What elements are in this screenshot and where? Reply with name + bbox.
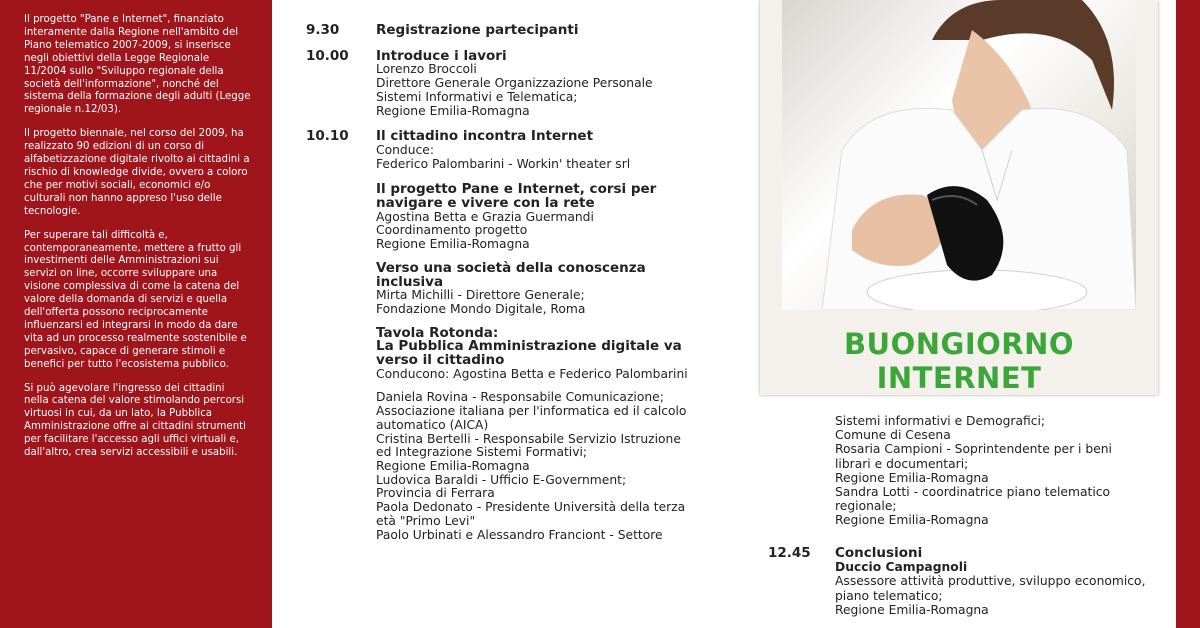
speaker-line: Provincia di Ferrara — [376, 486, 495, 501]
intro-paragraph: Si può agevolare l'ingresso dei cittadini nella catena del valore stimolando percorsi virtuosi in cui, da un lato, la Pubblica Amministrazione offre ai cittadini strumenti per facilitare l'accesso agli uffici virtuali e, dall'altro, crea servizi accessibili e usabili. — [24, 382, 246, 459]
slot-title: Introduce i lavori — [376, 47, 507, 64]
agenda — [298, 24, 698, 564]
slot-title: Registrazione partecipanti — [376, 22, 579, 38]
speaker-line: Regione Emilia-Romagna — [835, 470, 989, 485]
speaker-line: Sistemi informativi e Demografici; — [835, 414, 1046, 428]
speaker-line: Paola Dedonato - Presidente Università della terza — [376, 500, 686, 515]
slot-time: 10.00 — [306, 47, 349, 64]
speaker-line: Coordinamento progetto — [376, 223, 528, 238]
agenda-slot — [298, 24, 698, 38]
speaker-line: librari e documentari; — [835, 456, 969, 471]
slot-time: 10.10 — [306, 128, 349, 145]
speaker-line: Ludovica Baraldi - Ufficio E-Government; — [376, 472, 627, 487]
intro-paragraph: Il progetto "Pane e Internet", finanziato interamente dalla Regione nell'ambito del Piano telematico 2007-2009, si inserisce negli obiettivi della Legge Regionale 11/2004 sullo "Sviluppo regionale della società dell'informazione", nonché del sistema della formazione degli adulti (Legge regionale n.12/03). — [24, 14, 251, 116]
speaker-line: Agostina Betta e Grazia Guermandi — [376, 209, 594, 224]
speaker-name: Duccio Campagnoli — [835, 560, 968, 575]
photo-card — [760, 0, 1158, 395]
agenda-slot — [298, 130, 698, 552]
speaker-line: Direttore Generale Organizzazione Personale — [376, 76, 653, 91]
speaker-line: Sandra Lotti - coordinatrice piano telematico — [835, 485, 1111, 500]
speaker-line: Conduce: — [376, 142, 434, 157]
speaker-line: Rosaria Campioni - Soprintendente per i beni — [835, 442, 1112, 457]
speaker-line: Regione Emilia-Romagna — [376, 103, 530, 118]
speaker-line: Fondazione Mondo Digitale, Roma — [376, 301, 586, 316]
speaker-line: Comune di Cesena — [835, 428, 951, 443]
photo-illustration — [782, 0, 1136, 310]
woman-with-mouse-photo — [782, 0, 1136, 310]
speaker-line: Assessore attività produttive, sviluppo economico, — [835, 574, 1146, 589]
slot-time: 12.45 — [768, 545, 811, 561]
speaker-line: Sistemi Informativi e Telematica; — [376, 89, 578, 104]
speaker-line: Conducono: Agostina Betta e Federico Palombarini — [376, 366, 688, 381]
speaker-line: Federico Palombarini - Workin' theater srl — [376, 156, 631, 171]
talk-block — [376, 259, 698, 317]
speaker-line: piano telematico; — [835, 588, 943, 603]
talk-title: inclusiva — [376, 273, 444, 290]
card-title: BUONGIORNO INTERNET — [843, 327, 1075, 395]
speaker-line: Regione Emilia-Romagna — [835, 602, 989, 617]
speaker-line: regionale; — [835, 499, 897, 514]
talk-title: Verso una società della conoscenza — [376, 259, 646, 276]
speaker-line: Regione Emilia-Romagna — [835, 513, 989, 528]
talk-title: Il progetto Pane e Internet, corsi per — [376, 181, 657, 198]
agenda-slot — [298, 47, 698, 119]
speaker-line: età "Primo Levi" — [376, 513, 476, 528]
talk-title: Tavola Rotonda: — [376, 324, 499, 341]
talk-block — [376, 324, 698, 382]
slot-title: Conclusioni — [835, 545, 923, 561]
speaker-line: ed Integrazione Sistemi Formativi; — [376, 445, 588, 460]
speaker-line: Cristina Bertelli - Responsabile Servizio Istruzione — [376, 431, 681, 446]
intro-paragraph: Il progetto biennale, nel corso del 2009, ha realizzato 90 edizioni di un corso di alfabetizzazione digitale rivolto ai cittadini a rischio di knowledge divide, ovvero a coloro che per motivi sociali, economici e/o culturali non hanno appreso l'uso delle tecnologie. — [24, 128, 250, 217]
panel-list — [376, 391, 698, 542]
brand-strip — [1176, 0, 1200, 628]
speaker-line: Mirta Michilli - Direttore Generale; — [376, 288, 585, 303]
speaker-line: Lorenzo Broccoli — [376, 62, 477, 77]
slot-title: Il cittadino incontra Internet — [376, 128, 594, 145]
speaker-line: Paolo Urbinati e Alessandro Franciont - Settore — [376, 527, 663, 542]
talk-block — [376, 183, 698, 252]
speaker-line: automatico (AICA) — [376, 417, 489, 432]
speaker-line: Associazione italiana per l'informatica ed il calcolo — [376, 404, 687, 419]
intro-paragraph: Per superare tali difficoltà e, contemporaneamente, mettere a frutto gli investimenti delle Amministrazioni sui servizi on line, occorre sviluppare una visione complessiva di come la catena del valore della domanda di servizi e quella dell'offerta possono reciprocamente influenzarsi ed integrarsi in modo da dare vita ad un processo realmente sostenibile e pervasivo, capace di generare stimoli e benefici per tutto l'ecosistema pubblico. — [24, 229, 247, 370]
talk-title: La Pubblica Amministrazione digitale va — [376, 338, 682, 355]
speaker-line: Regione Emilia-Romagna — [376, 237, 530, 252]
panel-list-continued — [835, 414, 1155, 528]
talk-title: verso il cittadino — [376, 352, 505, 369]
closing-slot — [768, 546, 1168, 617]
intro-panel — [0, 0, 272, 628]
slot-time: 9.30 — [306, 22, 340, 38]
speaker-line: Daniela Rovina - Responsabile Comunicazione; — [376, 390, 664, 405]
talk-title: navigare e vivere con la rete — [376, 195, 595, 212]
speaker-line: Regione Emilia-Romagna — [376, 458, 530, 473]
